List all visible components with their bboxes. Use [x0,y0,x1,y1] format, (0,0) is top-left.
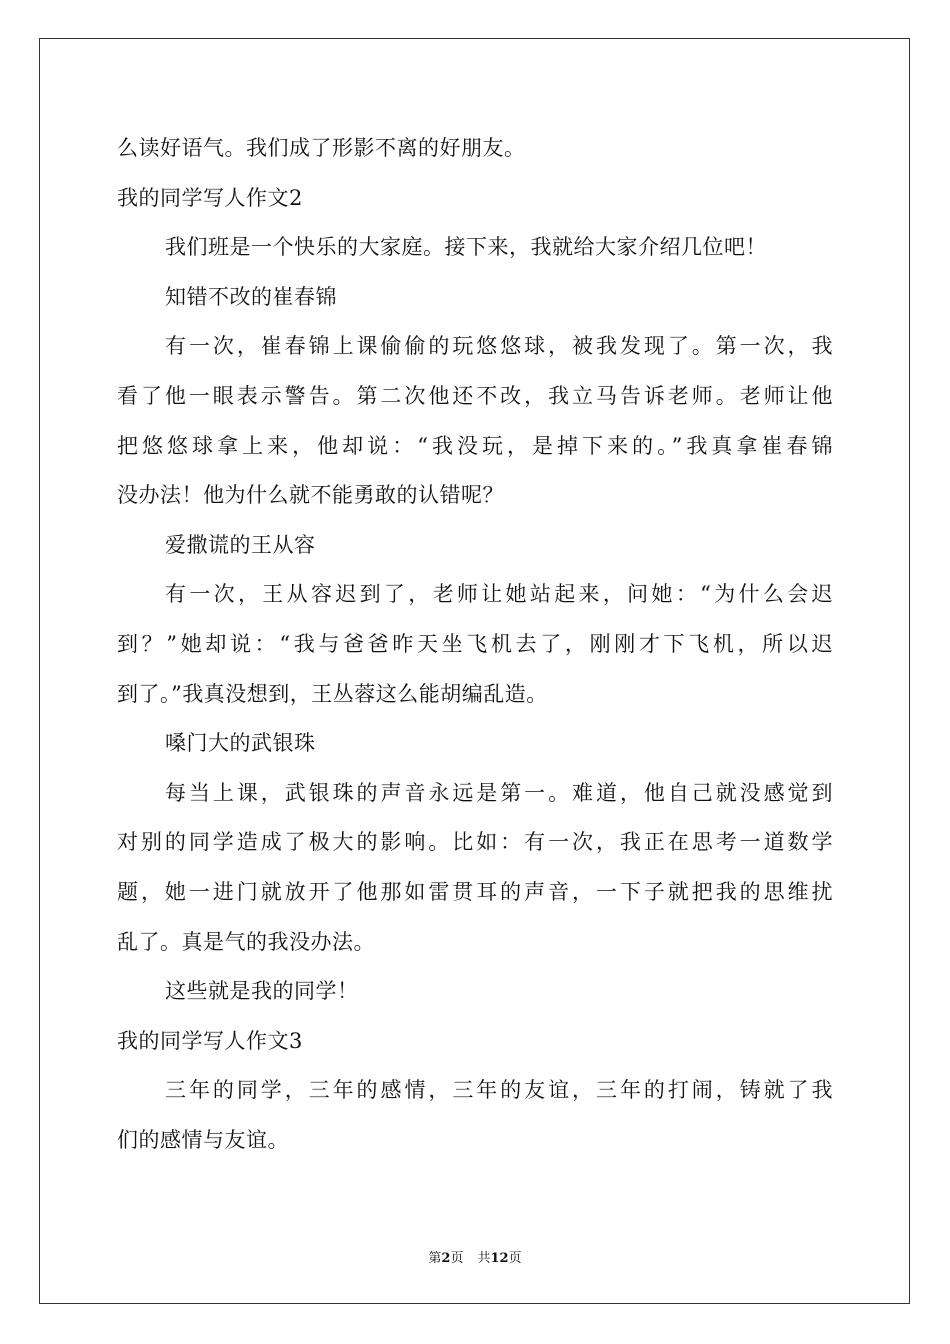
section-heading: 我的同学写人作文2 [117,185,303,210]
paragraph-line: 乱了。真是气的我没办法。 [117,929,375,954]
total-suffix: 页 [508,1251,522,1266]
paragraph-line: 把悠悠球拿上来，他却说：“我没玩，是掉下来的。”我真拿崔春锦 [117,433,833,458]
page-current: 2 [441,1251,451,1266]
paragraph-line: 每当上课，武银珠的声音永远是第一。难道，他自己就没感觉到 [165,780,833,805]
page-footer [0,1247,950,1266]
paragraph-line: 题，她一进门就放开了他那如雷贯耳的声音，一下子就把我的思维扰 [117,879,833,904]
paragraph-line: 看了他一眼表示警告。第二次他还不改，我立马告诉老师。老师让他 [117,383,833,408]
paragraph-line: 这些就是我的同学！ [165,979,359,1004]
paragraph-line: 到？”她却说：“我与爸爸昨天坐飞机去了，刚刚才下飞机，所以迟 [117,631,833,656]
section-heading: 我的同学写人作文3 [117,1028,303,1053]
subheading: 知错不改的崔春锦 [165,284,337,309]
page-total: 12 [490,1251,509,1266]
paragraph-line: 到了。”我真没想到，王丛蓉这么能胡编乱造。 [117,681,548,706]
total-prefix: 共 [477,1251,491,1266]
page-prefix: 第 [428,1251,442,1266]
paragraph-line: 么读好语气。我们成了形影不离的好朋友。 [117,136,526,160]
paragraph-line: 有一次，王从容迟到了，老师让她站起来，问她：“为什么会迟 [165,582,833,607]
page-suffix: 页 [450,1251,464,1266]
paragraph-line: 对别的同学造成了极大的影响。比如：有一次，我正在思考一道数学 [117,830,833,855]
paragraph-line: 我们班是一个快乐的大家庭。接下来，我就给大家介绍几位吧！ [165,235,767,260]
paragraph-line: 有一次，崔春锦上课偷偷的玩悠悠球，被我发现了。第一次，我 [165,334,833,359]
paragraph-line: 三年的同学，三年的感情，三年的友谊，三年的打闹，铸就了我 [165,1078,833,1103]
subheading: 嗓门大的武银珠 [165,731,316,756]
paragraph-line: 没办法！他为什么就不能勇敢的认错呢？ [117,483,504,508]
document-body [117,124,833,1165]
subheading: 爱撒谎的王从容 [165,532,316,557]
paragraph-line: 们的感情与友谊。 [117,1127,289,1152]
